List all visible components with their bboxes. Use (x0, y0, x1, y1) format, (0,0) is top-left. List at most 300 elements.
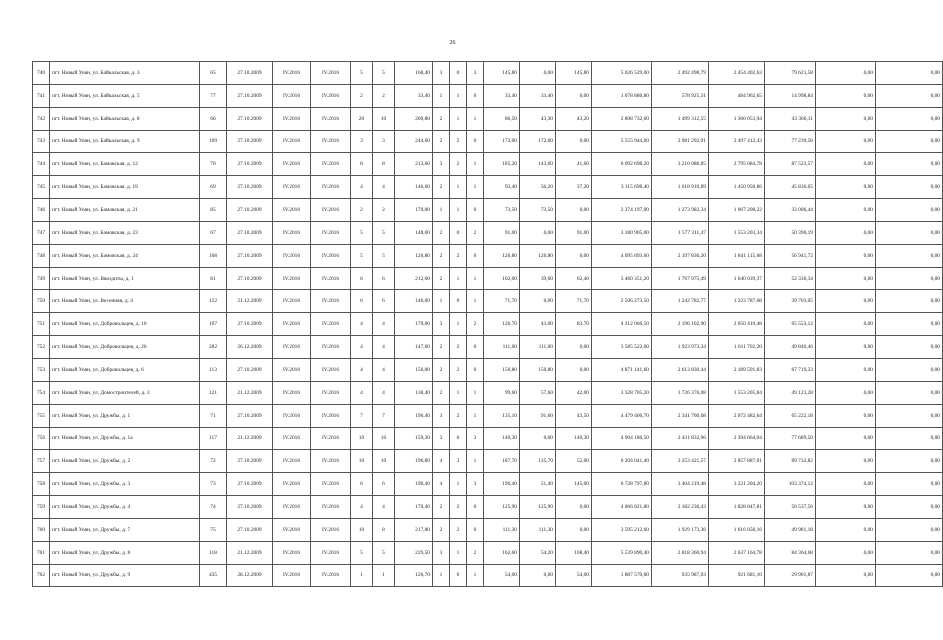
table-cell: 3 210 088,85 (652, 153, 709, 176)
table-cell: 2 431 832,96 (652, 427, 709, 450)
table-cell: 89 732,82 (765, 450, 816, 473)
table-row (33, 404, 943, 427)
table-cell: 5 (373, 541, 395, 564)
table-cell: 27.10.2009 (227, 450, 273, 473)
table-cell: 108,40 (556, 541, 592, 564)
table-cell: 3 (467, 427, 484, 450)
row-number-cell: 752 (33, 336, 50, 359)
table-cell: 0,00 (816, 290, 876, 313)
table-cell: 1 929 173,36 (652, 518, 709, 541)
table-cell: 0,00 (876, 130, 943, 153)
table-cell: 102,00 (484, 267, 520, 290)
table-cell: 0,00 (876, 107, 943, 130)
table-cell: 10 (351, 518, 373, 541)
table-cell: 8 (373, 153, 395, 176)
table-cell: 4 (373, 381, 395, 404)
table-cell: 39 703,05 (765, 290, 816, 313)
table-cell: IV.2016 (273, 313, 311, 336)
table-cell: 1 (433, 84, 450, 107)
table-cell: 0,00 (876, 564, 943, 587)
table-cell: IV.2016 (311, 473, 351, 496)
table-cell: 3 (450, 450, 467, 473)
table-cell: 2 (433, 176, 450, 199)
table-cell: 29 901,87 (765, 564, 816, 587)
table-cell: 33 006,44 (765, 199, 816, 222)
table-cell: 2 818 360,94 (652, 541, 709, 564)
address-cell: пгт. Новый Уоян, ул. Дружбы, д. 1 (50, 404, 200, 427)
table-cell: IV.2016 (273, 381, 311, 404)
table-cell: 20 (351, 107, 373, 130)
table-cell: 5 (351, 62, 373, 85)
table-cell: 0,00 (556, 358, 592, 381)
table-cell: 0,00 (816, 84, 876, 107)
row-number-cell: 753 (33, 358, 50, 381)
table-cell: 27.10.2009 (227, 221, 273, 244)
table-cell: 117 (200, 427, 227, 450)
table-cell: 0,00 (816, 107, 876, 130)
table-cell: 93,40 (484, 176, 520, 199)
table-cell: 0,00 (816, 564, 876, 587)
table-cell: IV.2016 (311, 290, 351, 313)
table-cell: 0,00 (876, 541, 943, 564)
table-cell: 1 078 886,80 (592, 84, 652, 107)
table-cell: 2 (433, 518, 450, 541)
table-cell: 77 239,56 (765, 130, 816, 153)
table-cell: 2 (450, 404, 467, 427)
table-cell: 0,00 (876, 473, 943, 496)
table-cell: 0,00 (816, 518, 876, 541)
table-row (33, 427, 943, 450)
address-cell: пгт. Новый Уоян, ул. Дружбы, д. 3 (50, 473, 200, 496)
table-cell: 0 (467, 518, 484, 541)
table-cell: 73 (200, 473, 227, 496)
table-cell: 0,00 (816, 450, 876, 473)
table-cell: 73,50 (520, 199, 556, 222)
table-cell: 0,00 (816, 381, 876, 404)
table-cell: 4 (373, 358, 395, 381)
table-cell: 2 637 164,78 (709, 541, 765, 564)
table-cell: 0,00 (876, 62, 943, 85)
table-cell: IV.2016 (273, 564, 311, 587)
table-cell: 4 (351, 313, 373, 336)
table-cell: 0,00 (816, 199, 876, 222)
table-cell: 27.10.2009 (227, 199, 273, 222)
table-row (33, 221, 943, 244)
table-cell: IV.2016 (273, 518, 311, 541)
table-cell: 67 719,33 (765, 358, 816, 381)
table-row (33, 267, 943, 290)
table-cell: 65 (200, 62, 227, 85)
table-cell: 212,00 (395, 267, 433, 290)
table-cell: 71,70 (556, 290, 592, 313)
table-cell: IV.2016 (311, 313, 351, 336)
table-cell: 135,70 (520, 450, 556, 473)
table-cell: IV.2016 (273, 427, 311, 450)
table-cell: 185,20 (484, 153, 520, 176)
table-row (33, 336, 943, 359)
address-cell: пгт. Новый Уоян, ул. Ввоздиты, д. 1 (50, 267, 200, 290)
table-row (33, 199, 943, 222)
table-cell: 159,30 (395, 427, 433, 450)
table-cell: 1 366 053,94 (709, 107, 765, 130)
table-cell: 0,00 (816, 541, 876, 564)
table-cell: 111,00 (520, 336, 556, 359)
table-cell: 172,00 (484, 130, 520, 153)
row-number-cell: 759 (33, 496, 50, 519)
table-cell: 2 072 482,64 (709, 404, 765, 427)
page-number: 26 (449, 40, 456, 46)
table-cell: 0,00 (556, 199, 592, 222)
table-cell: 74 (200, 496, 227, 519)
table-cell: 2 197 836,20 (652, 244, 709, 267)
table-cell: 33,40 (484, 84, 520, 107)
table-cell: 0 (467, 336, 484, 359)
table-cell: 0,00 (876, 381, 943, 404)
table-cell: 2 (450, 358, 467, 381)
table-cell: 244,60 (395, 130, 433, 153)
table-cell: 0,00 (556, 336, 592, 359)
table-cell: 1 (450, 84, 467, 107)
table-cell: 0,00 (816, 62, 876, 85)
address-cell: пгт. Новый Уоян, ул. Байкальская, д. 8 (50, 107, 200, 130)
table-cell: 1 (467, 153, 484, 176)
table-cell: 21.12.2009 (227, 381, 273, 404)
table-cell: 2 050 410,48 (709, 313, 765, 336)
table-cell: 0 (450, 564, 467, 587)
table-cell: 27.10.2009 (227, 84, 273, 107)
table-cell: 213,60 (395, 153, 433, 176)
table-cell: 150,80 (520, 358, 556, 381)
table-row (33, 130, 943, 153)
table-cell: IV.2016 (311, 404, 351, 427)
table-cell: 162,60 (484, 541, 520, 564)
table-cell: 21.12.2009 (227, 541, 273, 564)
table-cell: 27.10.2009 (227, 358, 273, 381)
table-cell: IV.2016 (273, 221, 311, 244)
table-cell: IV.2016 (311, 84, 351, 107)
table-cell: 5 539 890,40 (592, 541, 652, 564)
table-cell: 2 (433, 107, 450, 130)
table-cell: 2 394 664,04 (709, 427, 765, 450)
table-cell: 0,00 (816, 358, 876, 381)
table-cell: 0,00 (816, 404, 876, 427)
table-cell: 0,00 (816, 130, 876, 153)
table-cell: 4 066 821,80 (592, 496, 652, 519)
table-cell: 217,80 (395, 518, 433, 541)
table-cell: 6 (373, 267, 395, 290)
table-cell: 2 795 084,78 (709, 153, 765, 176)
table-cell: 27.10.2009 (227, 62, 273, 85)
table-cell: 0,00 (876, 450, 943, 473)
address-cell: пгт. Новый Уоян, ул. Бамовская, д. 12 (50, 153, 200, 176)
table-cell: 86,50 (484, 107, 520, 130)
table-cell: 0,00 (876, 427, 943, 450)
table-cell: 1 640 039,37 (709, 267, 765, 290)
table-cell: 4 (373, 336, 395, 359)
table-cell: 6 728 797,80 (592, 473, 652, 496)
table-row (33, 290, 943, 313)
table-cell: 113 (200, 358, 227, 381)
table-cell: IV.2016 (273, 336, 311, 359)
table-cell: 0,00 (556, 518, 592, 541)
table-cell: IV.2016 (311, 221, 351, 244)
table-cell: 0,00 (816, 427, 876, 450)
table-cell: 2 (433, 244, 450, 267)
table-cell: 118 (200, 541, 227, 564)
address-cell: пгт. Новый Уоян, ул. Добровольцев, д. 6 (50, 358, 200, 381)
table-cell: 1 887 570,00 (592, 564, 652, 587)
table-cell: 0 (450, 427, 467, 450)
table-cell: 0,00 (520, 62, 556, 85)
table-cell: 4 (351, 496, 373, 519)
table-cell: IV.2016 (273, 450, 311, 473)
table-row (33, 381, 943, 404)
table-cell: IV.2016 (273, 541, 311, 564)
address-cell: пгт. Новый Уоян, ул. Бамовская, д. 21 (50, 199, 200, 222)
table-cell: 0,00 (816, 496, 876, 519)
table-row (33, 62, 943, 85)
row-number-cell: 749 (33, 267, 50, 290)
table-cell: 2 (373, 84, 395, 107)
table-cell: 484 962,65 (709, 84, 765, 107)
table-cell: 4 (351, 381, 373, 404)
table-row (33, 107, 943, 130)
table-cell: 2 (433, 358, 450, 381)
row-number-cell: 761 (33, 541, 50, 564)
table-cell: 0,00 (556, 84, 592, 107)
table-cell: 77 (200, 84, 227, 107)
table-cell: 140,30 (556, 427, 592, 450)
table-cell: 81 (200, 267, 227, 290)
table-cell: 27.10.2009 (227, 176, 273, 199)
row-number-cell: 745 (33, 176, 50, 199)
table-cell: 1 450 950,86 (709, 176, 765, 199)
table-cell: 27.10.2009 (227, 244, 273, 267)
table-cell: IV.2016 (273, 290, 311, 313)
address-cell: пгт. Новый Уоян, ул. Дружбы, д. 7 (50, 518, 200, 541)
table-cell: 1 (467, 290, 484, 313)
table-cell: 4 (433, 473, 450, 496)
table-cell: IV.2016 (311, 62, 351, 85)
table-cell: 3 221 204,20 (709, 473, 765, 496)
row-number-cell: 756 (33, 427, 50, 450)
table-cell: 50 390,19 (765, 221, 816, 244)
table-cell: 0,00 (556, 496, 592, 519)
table-cell: 6 (373, 473, 395, 496)
table-cell: 282 (200, 336, 227, 359)
table-cell: 4 (351, 336, 373, 359)
table-cell: 2 (351, 199, 373, 222)
table-cell: 91,60 (520, 404, 556, 427)
table-cell: 121 (200, 381, 227, 404)
table-cell: IV.2016 (311, 267, 351, 290)
table-cell: 56 941,72 (765, 244, 816, 267)
address-cell: пгт. Новый Уоян, ул. Дружбы, д. 4 (50, 496, 200, 519)
table-cell: 2 (450, 153, 467, 176)
table-cell: 1 (450, 381, 467, 404)
table-cell: 2 (373, 199, 395, 222)
table-cell: 72 (200, 450, 227, 473)
table-row (33, 358, 943, 381)
table-cell: 3 253 421,57 (652, 450, 709, 473)
table-cell: 1 616 058,16 (709, 518, 765, 541)
table-cell: 196,80 (395, 450, 433, 473)
table-cell: 2 981 292,01 (652, 130, 709, 153)
table-cell: 10 (373, 450, 395, 473)
row-number-cell: 758 (33, 473, 50, 496)
address-cell: пгт. Новый Уоян, ул. Добровольцев, д. 26 (50, 336, 200, 359)
address-cell: пгт. Новый Уоян, ул. Дружбы, д. 2 (50, 450, 200, 473)
table-cell: 27.10.2009 (227, 107, 273, 130)
table-cell: 41,60 (556, 153, 592, 176)
table-cell: 0,00 (520, 290, 556, 313)
table-cell: IV.2016 (273, 358, 311, 381)
table-cell: 2 492 498,79 (652, 62, 709, 85)
address-cell: пгт. Новый Уоян, ул. Дружбы, д. 1а (50, 427, 200, 450)
table-cell: IV.2016 (311, 518, 351, 541)
address-cell: пгт. Новый Уоян, ул. Домостроителей, д. 3 (50, 381, 200, 404)
table-cell: 5 (373, 62, 395, 85)
table-row (33, 518, 943, 541)
table-cell: IV.2016 (311, 336, 351, 359)
table-cell: 1 (433, 290, 450, 313)
table-cell: IV.2016 (311, 176, 351, 199)
table-cell: 52 336,34 (765, 267, 816, 290)
table-cell: 56 537,56 (765, 496, 816, 519)
table-cell: IV.2016 (273, 267, 311, 290)
table-cell: 0 (450, 221, 467, 244)
row-number-cell: 748 (33, 244, 50, 267)
table-cell: 5 (351, 541, 373, 564)
table-cell: 77 689,50 (765, 427, 816, 450)
table-cell: 4 312 066,50 (592, 313, 652, 336)
table-cell: 73,50 (484, 199, 520, 222)
table-cell: 170,40 (395, 496, 433, 519)
table-cell: 2 (433, 381, 450, 404)
table-row (33, 564, 943, 587)
table-cell: 3 595 212,60 (592, 518, 652, 541)
table-cell: 5 (373, 244, 395, 267)
table-cell: 27.10.2009 (227, 518, 273, 541)
table-row (33, 473, 943, 496)
table-cell: 2 (433, 336, 450, 359)
table-cell: 111,30 (484, 518, 520, 541)
table-cell: 5 (373, 221, 395, 244)
table-cell: 1 (467, 176, 484, 199)
table-cell: 126,80 (484, 244, 520, 267)
table-row (33, 176, 943, 199)
table-cell: 1 923 973,34 (652, 336, 709, 359)
table-cell: 21.12.2009 (227, 290, 273, 313)
table-cell: 33,40 (395, 84, 433, 107)
table-cell: 2 (467, 541, 484, 564)
table-cell: IV.2016 (311, 381, 351, 404)
table-cell: 0,00 (816, 313, 876, 336)
table-cell: 108 (200, 244, 227, 267)
table-cell: IV.2016 (311, 358, 351, 381)
address-cell: пгт. Новый Уоян, ул. Бамовская, д. 19 (50, 176, 200, 199)
table-cell: 84 364,68 (765, 541, 816, 564)
table-cell: 54,00 (556, 564, 592, 587)
table-cell: 0,00 (816, 267, 876, 290)
table-cell: 37,20 (556, 176, 592, 199)
table-cell: 2 196 102,90 (652, 313, 709, 336)
table-cell: 6 204 041,40 (592, 450, 652, 473)
address-cell: пгт. Новый Уоян, ул. Добровольцев, д. 10 (50, 313, 200, 336)
table-cell: 2 182 236,43 (652, 496, 709, 519)
table-cell: 21.12.2009 (227, 427, 273, 450)
table-cell: 2 (351, 84, 373, 107)
table-cell: 0 (467, 358, 484, 381)
table-cell: 99,60 (484, 381, 520, 404)
table-cell: 135,10 (484, 404, 520, 427)
table-cell: 71 (200, 404, 227, 427)
table-cell: 2 454 402,63 (709, 62, 765, 85)
table-cell: 0,00 (876, 153, 943, 176)
table-cell: 435 (200, 564, 227, 587)
table-cell: 145,80 (484, 62, 520, 85)
table-cell: 54,00 (484, 564, 520, 587)
table-cell: 1 (467, 267, 484, 290)
table-cell: 147,00 (395, 336, 433, 359)
table-cell: 111,30 (520, 518, 556, 541)
table-cell: 5 (351, 244, 373, 267)
table-cell: IV.2016 (273, 244, 311, 267)
table-cell: IV.2016 (273, 84, 311, 107)
table-cell: 70 (200, 153, 227, 176)
table-cell: 43,20 (556, 107, 592, 130)
table-cell: 67 (200, 221, 227, 244)
table-row (33, 244, 943, 267)
table-cell: 3 404 219,48 (652, 473, 709, 496)
table-cell: 2 (467, 313, 484, 336)
table-cell: 2 808 732,60 (592, 107, 652, 130)
table-cell: 91,00 (484, 221, 520, 244)
table-cell: 1 (450, 541, 467, 564)
table-cell: 2 506 273,50 (592, 290, 652, 313)
table-cell: IV.2016 (273, 130, 311, 153)
table-cell: 0,00 (876, 496, 943, 519)
table-cell: 0,00 (816, 221, 876, 244)
table-cell: 0,00 (520, 221, 556, 244)
table-cell: 6 092 698,20 (592, 153, 652, 176)
housing-register-table (32, 61, 943, 587)
table-cell: 103 374,12 (765, 473, 816, 496)
table-cell: 5 555 944,00 (592, 130, 652, 153)
table-cell: 0,00 (876, 404, 943, 427)
address-cell: пгт. Новый Уоян, ул. Бамовская, д. 24 (50, 244, 200, 267)
table-cell: 1 273 982,34 (652, 199, 709, 222)
table-cell: 126,80 (395, 244, 433, 267)
table-cell: 1 611 702,20 (709, 336, 765, 359)
table-cell: 4 (433, 450, 450, 473)
table-cell: 5 (351, 221, 373, 244)
table-cell: 109 (200, 130, 227, 153)
table-cell: 1 577 311,47 (652, 221, 709, 244)
address-cell: пгт. Новый Уоян, ул. Байкальская, д. 5 (50, 84, 200, 107)
table-cell: 2 341 760,68 (652, 404, 709, 427)
table-cell: 170,00 (395, 313, 433, 336)
table-cell: 51,40 (520, 473, 556, 496)
table-cell: 1 (467, 107, 484, 130)
table-cell: 0,00 (876, 199, 943, 222)
table-cell: 1 (450, 313, 467, 336)
table-cell: 27.10.2009 (227, 496, 273, 519)
table-cell: 39,60 (520, 267, 556, 290)
address-cell: пгт. Новый Уоян, ул. Весенняя, д. 4 (50, 290, 200, 313)
row-number-cell: 750 (33, 290, 50, 313)
table-cell: 0,00 (520, 564, 556, 587)
